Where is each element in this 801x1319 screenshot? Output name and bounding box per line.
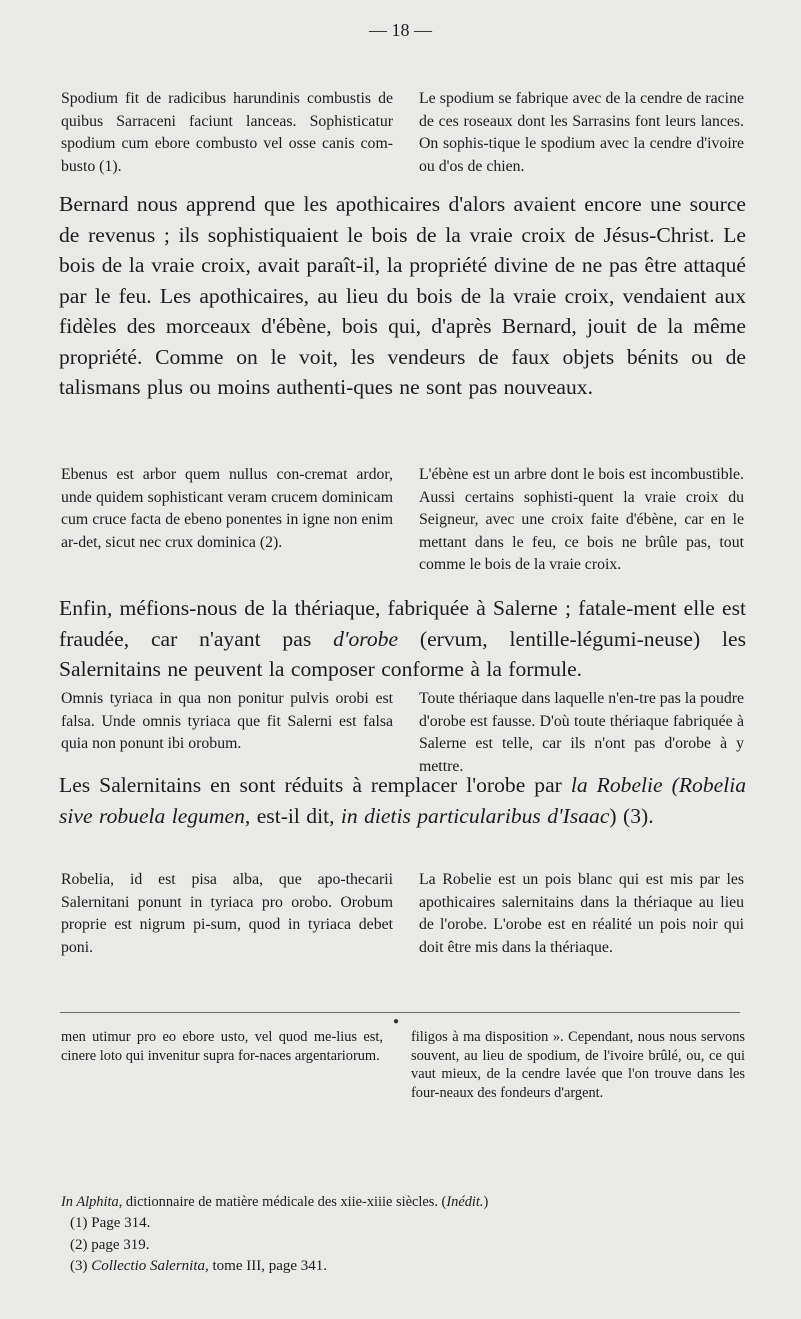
french-translation-spodium: Le spodium se fabrique avec de la cendre de racine de ces roseaux dont les Sarrasins font leurs lances. On sophis-tique le spodium avec la cendre d'ivoire ou d'os de chien. [419, 90, 744, 175]
footnote-2: (2) page 319. [70, 1237, 150, 1253]
note-latin-continuation: men utimur pro eo ebore usto, vel quod me-lius est, cinere loto qui invenitur supra for-naces argentariorum. [61, 1029, 383, 1064]
french-translation-ebene: L'ébène est un arbre dont le bois est incombustible. Aussi certains sophisti-quent la vraie croix du Seigneur, avec une croix faite d'ébène, car en le mettant dans le feu, ce bois ne brûle pas, tout comme le bois de la vraie croix. [419, 466, 744, 574]
french-translation-theriaque: Toute thériaque dans laquelle n'en-tre pas la poudre d'orobe est fausse. D'où toute thériaque fabriquée à Salerne est telle, car ils n'ont pas d'orobe à y mettre. [419, 690, 745, 775]
footnote-rule [60, 1012, 740, 1013]
paragraph-theriaque: Enfin, méfions-nous de la thériaque, fabriquée à Salerne ; fatale-ment elle est fraudée, car n'ayant pas d'orobe (ervum, lentille-légumi-neuse) les Salernitains ne peuvent la composer conforme à la formule. [59, 596, 746, 681]
latin-quote-ebenus: Ebenus est arbor quem nullus con-cremat ardor, unde quidem sophisticant veram crucem dominicam cum cruce facta de ebeno ponentes in igne non enim ar-det, sicut nec crux dominica (2). [61, 466, 393, 551]
footnote-3: (3) Collectio Salernita, tome III, page 341. [70, 1258, 328, 1274]
footnote-rule-mark: ● [393, 1016, 400, 1027]
note-source-alphita: In Alphita, dictionnaire de matière médicale des xiie-xiiie siècles. (Inédit.) [61, 1194, 489, 1210]
paragraph-robelie: Les Salernitains en sont réduits à remplacer l'orobe par la Robelie (Robelia sive robuela legumen, est-il dit, in dietis particularibus d'Isaac) (3). [59, 773, 746, 828]
paragraph-vraie-croix: Bernard nous apprend que les apothicaires d'alors avaient encore une source de revenus ; ils sophistiquaient le bois de la vraie croix de Jésus-Christ. Le bois de la vraie croix, avait paraît-il, la propriété divine de ne pas être attaqué par le feu. Les apothicaires, au lieu du bois de la vraie croix, vendaient aux fidèles des morceaux d'ébène, bois qui, d'après Bernard, jouit de la même propriété. Comme on le voit, les vendeurs de faux objets bénits ou de talismans plus ou moins authenti-ques ne sont pas nouveaux. [59, 192, 746, 399]
footnote-1: (1) Page 314. [70, 1215, 151, 1231]
french-translation-robelie: La Robelie est un pois blanc qui est mis par les apothicaires salernitains dans la thériaque au lieu de l'orobe. L'orobe est en réalité un pois noir qui doit être mis dans la thériaque. [419, 871, 744, 956]
latin-quote-tyriaca: Omnis tyriaca in qua non ponitur pulvis orobi est falsa. Unde omnis tyriaca que fit Salerni est falsa quia non ponunt ibi orobum. [61, 690, 393, 753]
note-french-continuation: filigos à ma disposition ». Cependant, nous nous servons souvent, au lieu de spodium, de l'ivoire brûlé, ou, ce qui vaut mieux, de la cendre lavée que l'on trouve dans les four-neaux des fondeurs d'argent. [411, 1029, 745, 1101]
latin-quote-robelia: Robelia, id est pisa alba, que apo-thecarii Salernitani ponunt in tyriaca pro orobo. Orobum proprie est nigrum pi-sum, quod in tyriaca debet poni. [61, 871, 393, 956]
latin-quote-spodium: Spodium fit de radicibus harundinis combustis de quibus Sarraceni faciunt lanceas. Sophisticatur spodium cum ebore combusto vel osse canis com-busto (1). [61, 90, 393, 175]
page-number: — 18 — [369, 20, 432, 40]
